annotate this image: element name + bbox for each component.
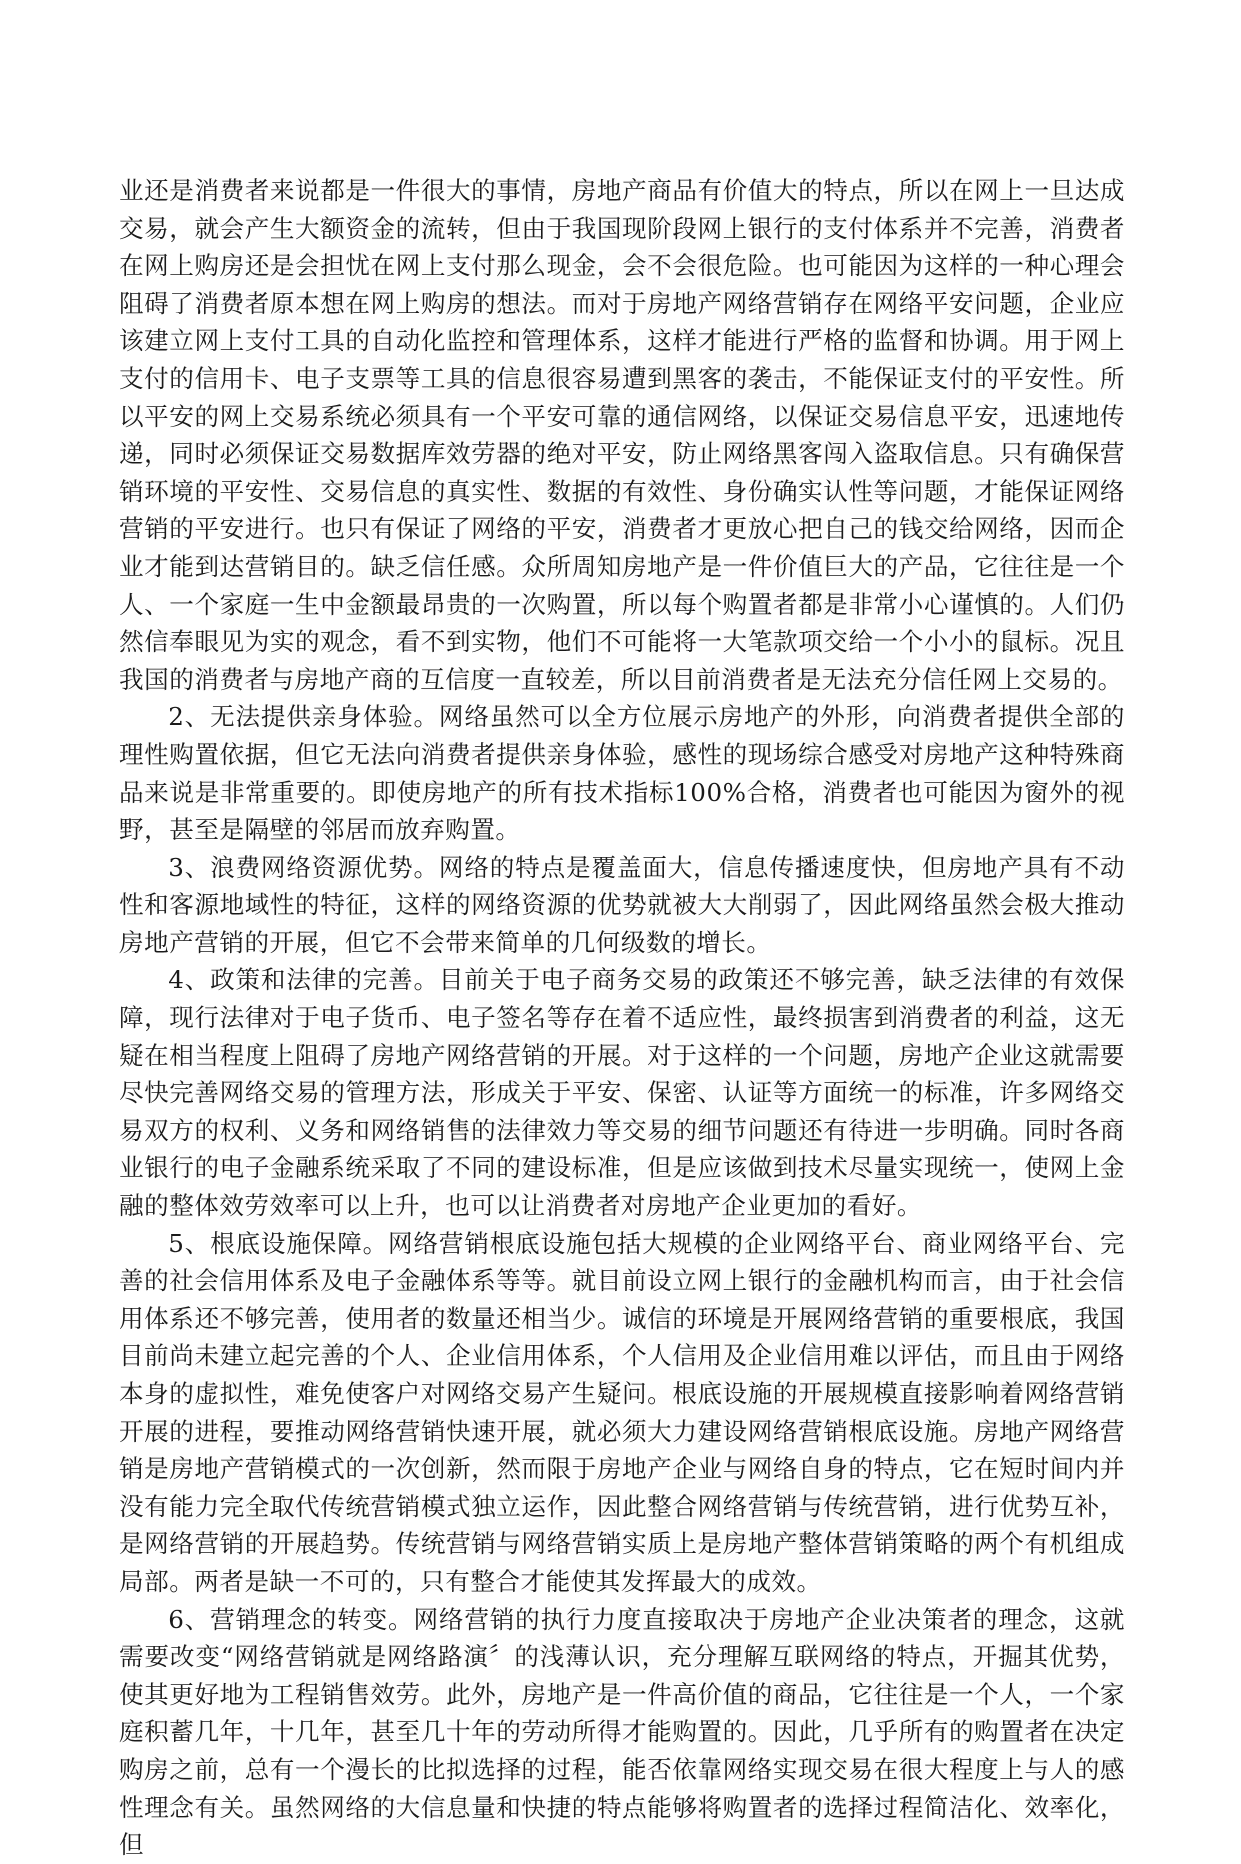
paragraph-3: 3、浪费网络资源优势。网络的特点是覆盖面大，信息传播速度快，但房地产具有不动性和客源地域性的特征，这样的网络资源的优势就被大大削弱了，因此网络虽然会极大推动房地产营销的开展，但它不会带来简单的几何级数的增长。 — [119, 852, 1125, 957]
document-body — [119, 172, 1125, 1864]
paragraph-5: 5、根底设施保障。网络营销根底设施包括大规模的企业网络平台、商业网络平台、完善的社会信用体系及电子金融体系等等。就目前设立网上银行的金融机构而言，由于社会信用体系还不够完善，使用者的数量还相当少。诚信的环境是开展网络营销的重要根底，我国目前尚未建立起完善的个人、企业信用体系，个人信用及企业信用难以评估，而且由于网络本身的虚拟性，难免使客户对网络交易产生疑问。根底设施的开展规模直接影响着网络营销开展的进程，要推动网络营销快速开展，就必须大力建设网络营销根底设施。房地产网络营销是房地产营销模式的一次创新，然而限于房地产企业与网络自身的特点，它在短时间内并没有能力完全取代传统营销模式独立运作，因此整合网络营销与传统营销，进行优势互补，是网络营销的开展趋势。传统营销与网络营销实质上是房地产整体营销策略的两个有机组成局部。两者是缺一不可的，只有整合才能使其发挥最大的成效。 — [119, 1228, 1125, 1596]
paragraph-6: 6、营销理念的转变。网络营销的执行力度直接取决于房地产企业决策者的理念，这就需要改变“网络营销就是网络路演〞的浅薄认识，充分理解互联网络的特点，开掘其优势，使其更好地为工程销售效劳。此外，房地产是一件高价值的商品，它往往是一个人，一个家庭积蓄几年，十几年，甚至几十年的劳动所得才能购置的。因此，几乎所有的购置者在决定购房之前，总有一个漫长的比拟选择的过程，能否依靠网络实现交易在很大程度上与人的感性理念有关。虽然网络的大信息量和快捷的特点能够将购置者的选择过程简洁化、效率化，但 — [119, 1604, 1125, 1860]
paragraph-4: 4、政策和法律的完善。目前关于电子商务交易的政策还不够完善，缺乏法律的有效保障，现行法律对于电子货币、电子签名等存在着不适应性，最终损害到消费者的利益，这无疑在相当程度上阻碍了房地产网络营销的开展。对于这样的一个问题，房地产企业这就需要尽快完善网络交易的管理方法，形成关于平安、保密、认证等方面统一的标准，许多网络交易双方的权利、义务和网络销售的法律效力等交易的细节问题还有待进一步明确。同时各商业银行的电子金融系统采取了不同的建设标准，但是应该做到技术尽量实现统一，使网上金融的整体效劳效率可以上升，也可以让消费者对房地产企业更加的看好。 — [119, 965, 1125, 1221]
paragraph-intro: 业还是消费者来说都是一件很大的事情，房地产商品有价值大的特点，所以在网上一旦达成交易，就会产生大额资金的流转，但由于我国现阶段网上银行的支付体系并不完善，消费者在网上购房还是会担忧在网上支付那么现金，会不会很危险。也可能因为这样的一种心理会阻碍了消费者原本想在网上购房的想法。而对于房地产网络营销存在网络平安问题，企业应该建立网上支付工具的自动化监控和管理体系，这样才能进行严格的监督和协调。用于网上支付的信用卡、电子支票等工具的信息很容易遭到黑客的袭击，不能保证支付的平安性。所以平安的网上交易系统必须具有一个平安可靠的通信网络，以保证交易信息平安，迅速地传递，同时必须保证交易数据库效劳器的绝对平安，防止网络黑客闯入盗取信息。只有确保营销环境的平安性、交易信息的真实性、数据的有效性、身份确实认性等问题，才能保证网络营销的平安进行。也只有保证了网络的平安，消费者才更放心把自己的钱交给网络，因而企业才能到达营销目的。缺乏信任感。众所周知房地产是一件价值巨大的产品，它往往是一个人、一个家庭一生中金额最昂贵的一次购置，所以每个购置者都是非常小心谨慎的。人们仍然信奉眼见为实的观念，看不到实物，他们不可能将一大笔款项交给一个小小的鼠标。况且我国的消费者与房地产商的互信度一直较差，所以目前消费者是无法充分信任网上交易的。 — [119, 176, 1125, 694]
paragraph-2: 2、无法提供亲身体验。网络虽然可以全方位展示房地产的外形，向消费者提供全部的理性购置依据，但它无法向消费者提供亲身体验，感性的现场综合感受对房地产这种特殊商品来说是非常重要的。即使房地产的所有技术指标100%合格，消费者也可能因为窗外的视野，甚至是隔壁的邻居而放弃购置。 — [119, 702, 1125, 845]
